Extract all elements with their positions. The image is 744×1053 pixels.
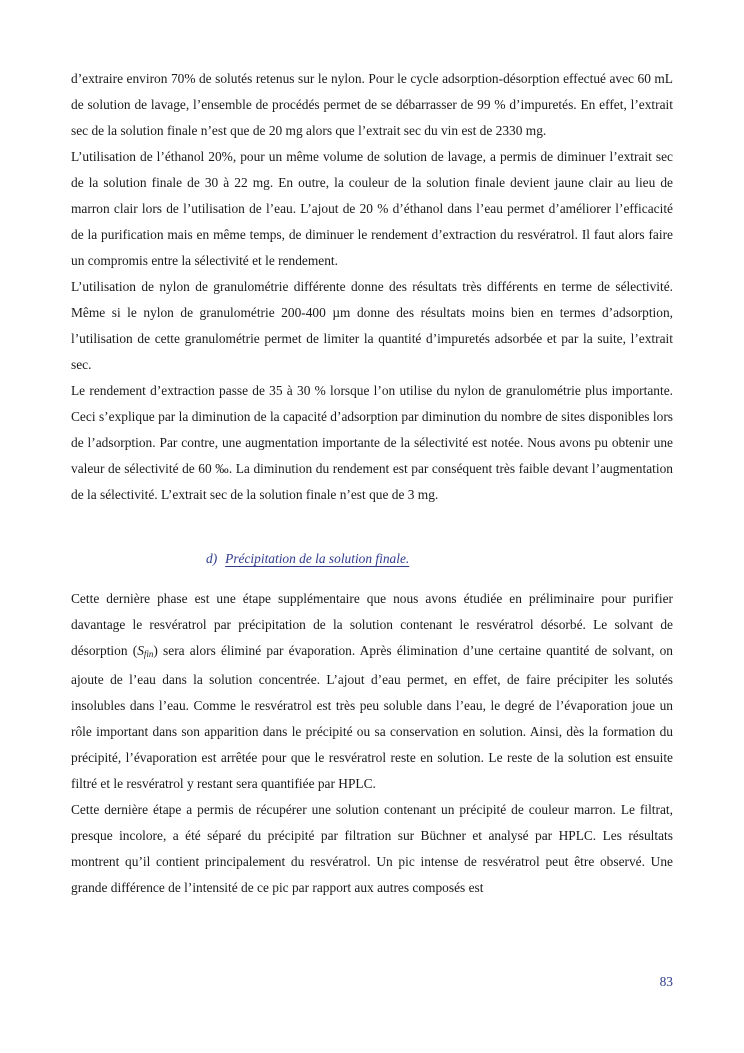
paragraph-purification-results: d’extraire environ 70% de solutés retenus sur le nylon. Pour le cycle adsorption-désorption effectué avec 60 mL de solution de lavage, l’ensemble de procédés permet de se débarrasser de 99 % d’impuretés. En effet, l’extrait sec de la solution finale n’est que de 20 mg alors que l’extrait sec du vin est de 2330 mg. xyxy=(71,71,673,138)
section-title: Précipitation de la solution finale. xyxy=(225,551,410,566)
paragraph-nylon-granulometry: L’utilisation de nylon de granulométrie différente donne des résultats très différents en terme de sélectivité. Même si le nylon de granulométrie 200-400 µm donne des résultats moins bien en termes d’adsorption, l’utilisation de cette granulométrie permet de limiter la quantité d’impuretés adsorbée et par la suite, l’extrait sec. xyxy=(71,279,673,372)
section-heading xyxy=(71,546,673,572)
paragraph-text-end: ) sera alors éliminé par évaporation. Après élimination d’une certaine quantité de solvant, on ajoute de l’eau dans la solution concentrée. L’ajout d’eau permet, en effet, de faire précipiter les solutés insolubles dans l’eau. Comme le resvératrol est très peu soluble dans l’eau, le degré de l’évaporation joue un rôle important dans son apparition dans le précipité ou sa conservation en solution. Ainsi, dès la formation du précipité, l’évaporation est arrêtée pour que le resvératrol reste en solution. Le reste de la solution est ensuite filtré et le resvératrol y restant sera quantifiée par HPLC. xyxy=(71,643,674,791)
solvent-subscript: fin xyxy=(143,649,154,659)
page-body xyxy=(71,66,673,901)
solvent-symbol: S xyxy=(137,643,144,658)
paragraph-extraction-yield: Le rendement d’extraction passe de 35 à 30 % lorsque l’on utilise du nylon de granulométrie plus importante. Ceci s’explique par la diminution de la capacité d’adsorption par diminution du nombre de sites disponibles lors de l’adsorption. Par contre, une augmentation importante de la sélectivité est notée. Nous avons pu obtenir une valeur de sélectivité de 60 ‰. La diminution du rendement est par conséquent très faible devant l’augmentation de la sélectivité. L’extrait sec de la solution finale n’est que de 3 mg. xyxy=(71,383,673,502)
paragraph-precipitation-results: Cette dernière étape a permis de récupérer une solution contenant un précipité de couleur marron. Le filtrat, presque incolore, a été séparé du précipité par filtration sur Büchner et analysé par HPLC. Les résultats montrent qu’il contient principalement du resvératrol. Un pic intense de resvératrol peut être observé. Une grande différence de l’intensité de ce pic par rapport aux autres composés est xyxy=(71,802,673,895)
paragraph-text-start: Cette dernière phase est une étape supplémentaire que nous avons étudiée en préliminaire pour purifier davantage le resvératrol par précipitation de la solution contenant le resvératrol désorbé. Le solvant de désorption ( xyxy=(71,591,673,658)
paragraph-precipitation-method xyxy=(71,586,673,797)
paragraph-ethanol-effect: L’utilisation de l’éthanol 20%, pour un même volume de solution de lavage, a permis de diminuer l’extrait sec de la solution finale de 30 à 22 mg. En outre, la couleur de la solution finale devient jaune clair au lieu de marron clair lors de l’utilisation de l’eau. L’ajout de 20 % d’éthanol dans l’eau permet d’améliorer l’efficacité de la purification mais en même temps, de diminuer le rendement d’extraction du resvératrol. Il faut alors faire un compromis entre la sélectivité et le rendement. xyxy=(71,149,673,268)
page-number: 83 xyxy=(659,974,673,989)
section-number: d) xyxy=(206,551,218,566)
